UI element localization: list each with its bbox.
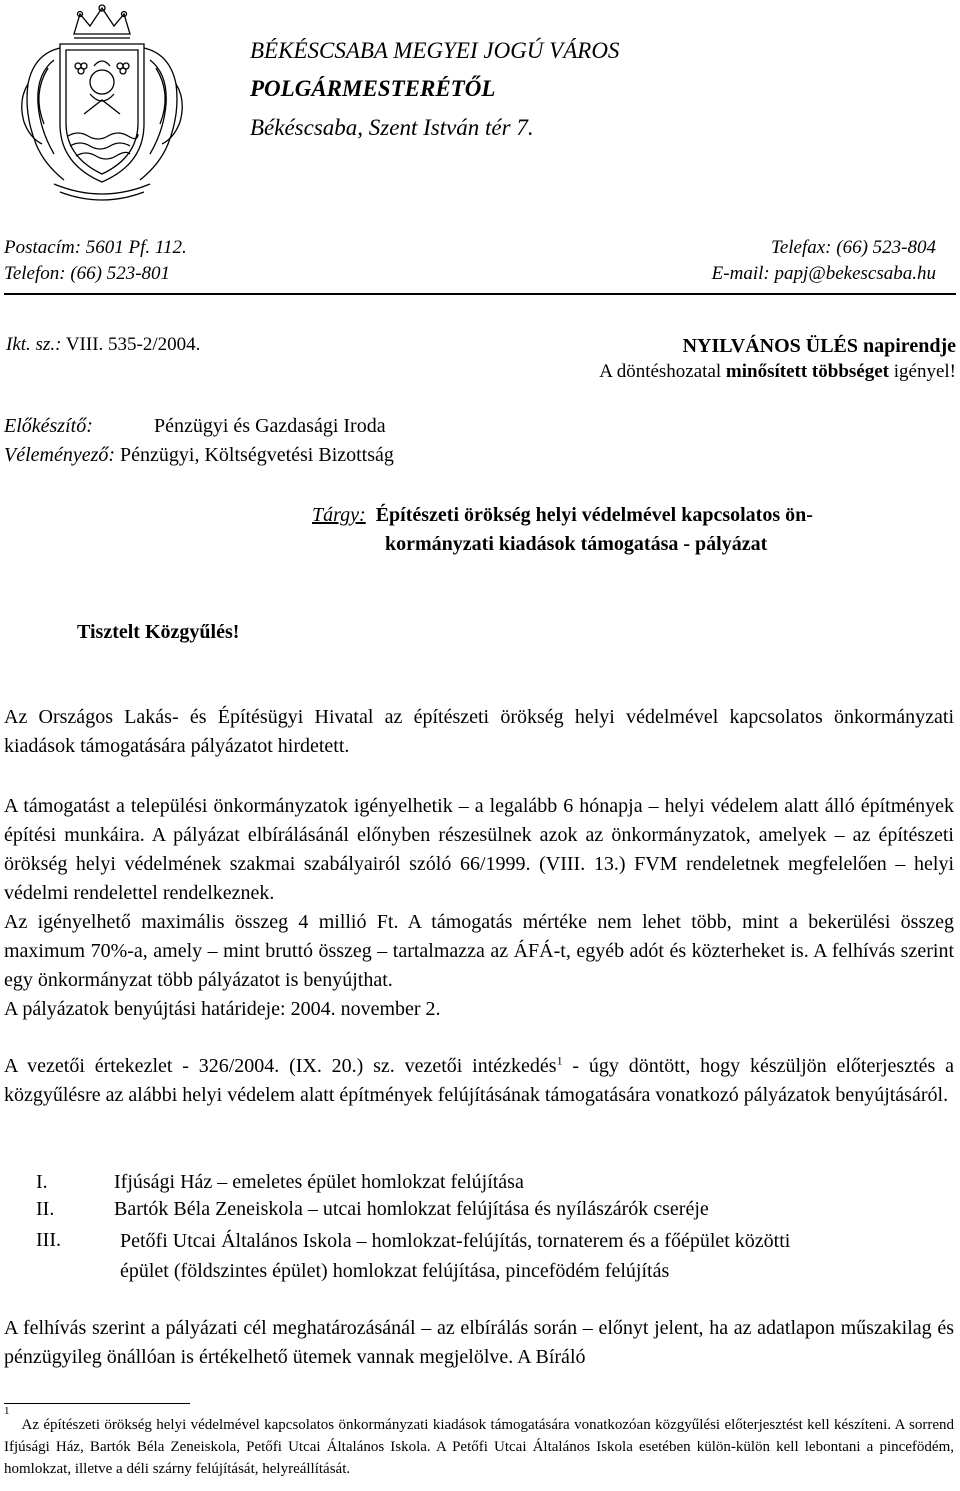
subject-text-line1: Építészeti örökség helyi védelmével kapcsolatos ön- (375, 504, 813, 526)
preparer-label: Előkészítő: (4, 415, 93, 437)
paragraph-2c: A pályázatok benyújtási határideje: 2004. november 2. (4, 998, 441, 1020)
list-number: II. (36, 1198, 55, 1220)
salutation: Tisztelt Közgyűlés! (77, 621, 240, 643)
majority-post: igényel! (888, 361, 956, 382)
footnote (4, 1405, 954, 1480)
reviewer-value: Pénzügyi, Költségvetési Bizottság (115, 444, 394, 466)
paragraph-3-part-b: - úgy döntött, hogy készüljön előterjesztés a közgyűlésre az alábbi helyi védelem alatt építmények felújításának támogatására vonatkozó pályázatok benyújtásáról. (4, 1055, 954, 1106)
preparer-value: Pénzügyi és Gazdasági Iroda (154, 415, 386, 437)
list-number: III. (36, 1229, 61, 1251)
footnote-text: Az építészeti örökség helyi védelmével kapcsolatos önkormányzati kiadások támogatására vonatkozóan közgyűlési előterjesztést kell készíteni. A sorrend Ifjúsági Ház, Bartók Béla Zeneiskola, Petőfi Utcai Általános Iskola. A Petőfi Utcai Általános Iskola esetében külön-külön kell lebontani a pincefödém, homlokzat, illetve a déli szárny felújítását, helyreállítását. (4, 1417, 954, 1477)
paragraph-3-part-a: A vezetői értekezlet - 326/2004. (IX. 20.) sz. vezetői intézkedés (4, 1055, 557, 1077)
majority-bold: minősített többséget (725, 361, 889, 382)
majority-requirement (599, 359, 956, 385)
paragraph-3 (4, 1052, 954, 1110)
office-name: POLGÁRMESTERÉTŐL (250, 76, 496, 101)
majority-pre: A döntéshozatal (599, 361, 726, 382)
session-info (599, 333, 956, 385)
fax-number: Telefax: (66) 523-804 (771, 237, 936, 258)
file-number (6, 333, 200, 357)
list-text-line2: épület (földszintes épület) homlokzat felújítása, pincefödém felújítás (120, 1260, 670, 1282)
coat-of-arms-logo (14, 4, 190, 208)
paragraph-1: Az Országos Lakás- és Építésügyi Hivatal az építészeti örökség helyi védelmével kapcsolatos önkormányzati kiadások támogatására pályázatot hirdetett. (4, 706, 954, 757)
list-text: Bartók Béla Zeneiskola – utcai homlokzat felújítása és nyílászárók cseréje (114, 1198, 709, 1220)
office-address: Békéscsaba, Szent István tér 7. (250, 115, 534, 140)
postal-address: Postacím: 5601 Pf. 112. (4, 237, 187, 258)
list-text-line1: Petőfi Utcai Általános Iskola – homlokzat-felújítás, tornaterem és a főépület közötti (120, 1230, 791, 1252)
email-address: E-mail: papj@bekescsaba.hu (711, 263, 936, 284)
header-divider (4, 293, 956, 295)
list-text: Ifjúsági Ház – emeletes épület homlokzat felújítása (114, 1171, 524, 1193)
subject-label: Tárgy: (312, 504, 366, 526)
list-number: I. (36, 1171, 48, 1193)
paragraph-intro (4, 703, 954, 761)
footnote-mark: 1 (4, 1405, 10, 1417)
list-text (120, 1226, 790, 1286)
paragraph-2b: Az igényelhető maximális összeg 4 millió Ft. A támogatás mértéke nem lehet több, mint a bekerülési összeg maximum 70%-a, amely – mint bruttó összeg – tartalmazza az ÁFÁ-t, egyéb adót és közterheket is. A felhívás szerint egy önkormányzat több pályázatot is benyújthat. (4, 911, 954, 991)
reviewer-label: Véleményező: (4, 444, 116, 466)
subject-text-line2: kormányzati kiadások támogatása - pályázat (385, 533, 768, 555)
subject-line (312, 501, 954, 529)
footnote-divider (4, 1403, 190, 1404)
city-name: BÉKÉSCSABA MEGYEI JOGÚ VÁROS (250, 38, 620, 63)
paragraph-4: A felhívás szerint a pályázati cél meghatározásánál – az elbírálás során – előnyt jelent, ha az adatlapon műszakilag és pénzügyileg önállóan is értékelhető ütemek vannak megjelölve. A Bíráló (4, 1317, 954, 1368)
paragraph-decision (4, 1052, 954, 1110)
file-number-label: Ikt. sz.: (6, 334, 62, 355)
session-type: NYILVÁNOS ÜLÉS napirendje (682, 335, 956, 357)
paragraph-2a: A támogatást a települési önkormányzatok igényelhetik – a legalább 6 hónapja – helyi védelem alatt álló építmények építési munkáira. A pályázat elbírálásánál előnyben részesülnek azok az önkormányzatok, amelyek – az építészeti örökség helyi védelmének szakmai szabályairól szóló 66/1999. (VIII. 13.) FVM rendeletnek megfelelően – helyi védelmi rendelettel rendelkeznek. (4, 795, 954, 904)
reviewer-row (4, 442, 394, 468)
file-number-value: VIII. 535-2/2004. (61, 334, 201, 355)
paragraph-evaluation (4, 1314, 954, 1372)
paragraph-conditions (4, 792, 954, 1024)
preparer-row (4, 413, 386, 439)
footnote-ref: 1 (556, 1053, 563, 1068)
phone-number: Telefon: (66) 523-801 (4, 263, 171, 284)
